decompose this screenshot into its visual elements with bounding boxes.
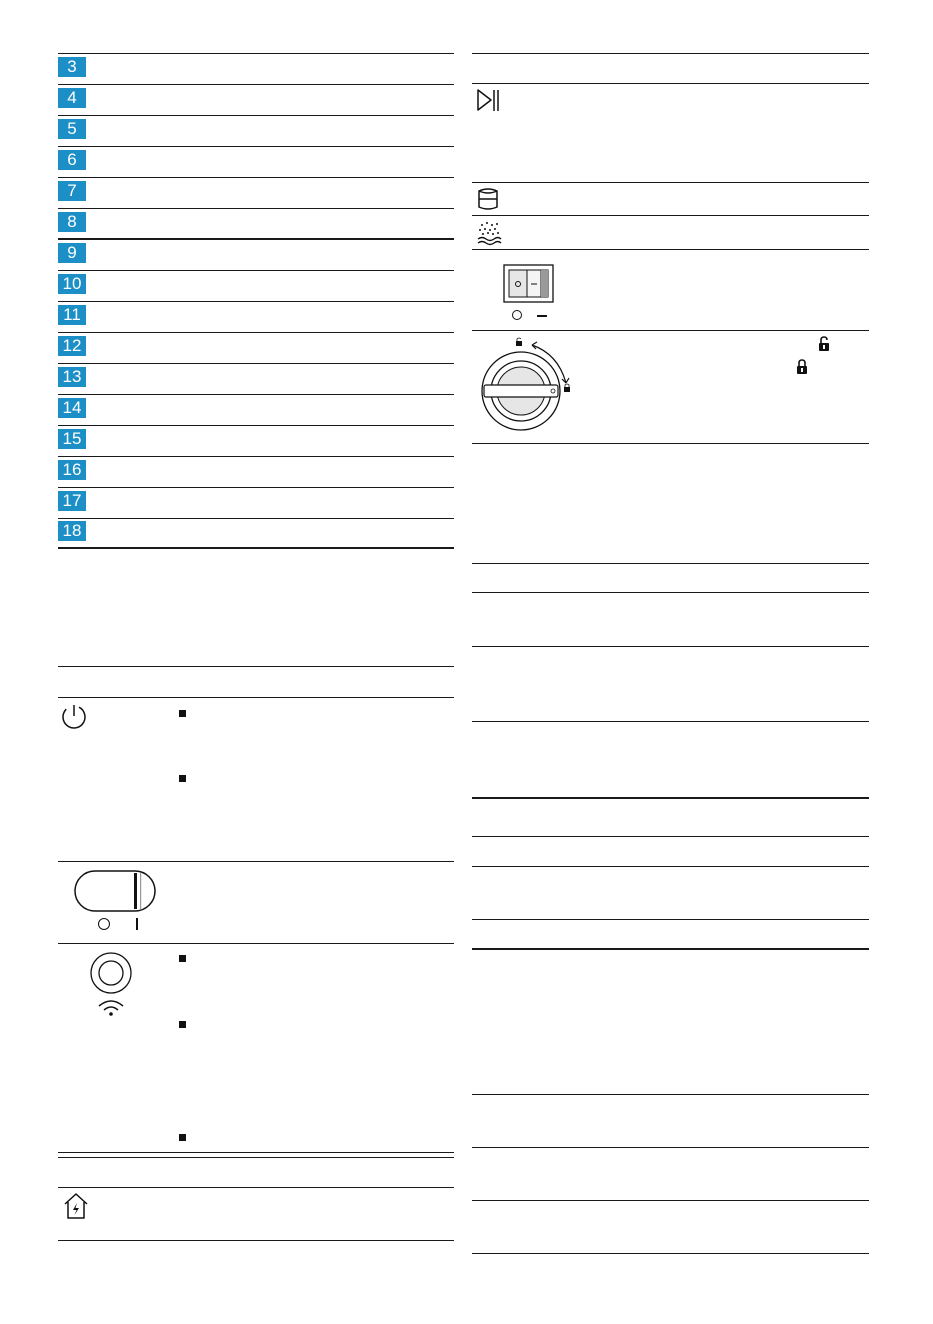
rocker-small-on-label: [537, 315, 547, 317]
salt-water-icon: [476, 221, 502, 245]
table-divider: [58, 697, 454, 698]
container-icon: [477, 187, 499, 211]
row-divider: [58, 487, 454, 488]
table-divider: [58, 1157, 454, 1158]
row-divider: [58, 547, 454, 549]
rocker-small-icon: [503, 264, 555, 304]
bullet: [179, 1021, 186, 1028]
row-divider: [58, 238, 454, 240]
table-divider: [472, 443, 869, 444]
power-icon: [60, 702, 88, 730]
lock-open-icon: [818, 336, 830, 352]
row-number: 9: [58, 243, 86, 263]
row-number: 4: [58, 88, 86, 108]
row-divider: [58, 518, 454, 519]
row-number: 17: [58, 491, 86, 511]
row-number: 13: [58, 367, 86, 387]
lock-closed-icon: [796, 359, 808, 375]
row-divider: [58, 53, 454, 54]
row-number: 10: [58, 274, 86, 294]
rocker-switch-icon: [74, 870, 158, 914]
row-divider: [58, 394, 454, 395]
bullet: [179, 955, 186, 962]
start-pause-icon: [476, 88, 502, 114]
row-number: 7: [58, 181, 86, 201]
table-divider: [58, 943, 454, 944]
row-divider: [58, 177, 454, 178]
table-divider: [472, 1147, 869, 1148]
table-divider: [472, 215, 869, 216]
table-divider: [472, 866, 869, 867]
row-number: 5: [58, 119, 86, 139]
table-divider: [58, 1240, 454, 1241]
row-number: 16: [58, 460, 86, 480]
row-number: 6: [58, 150, 86, 170]
table-divider: [58, 861, 454, 862]
door-lock-knob-icon: [478, 336, 578, 436]
row-number: 12: [58, 336, 86, 356]
row-number: 14: [58, 398, 86, 418]
table-divider: [472, 836, 869, 837]
row-divider: [58, 84, 454, 85]
row-number: 18: [58, 521, 86, 541]
row-divider: [58, 270, 454, 271]
row-divider: [58, 208, 454, 209]
table-divider: [472, 1200, 869, 1201]
table-divider: [472, 330, 869, 331]
table-divider: [472, 53, 869, 54]
home-energy-icon: [62, 1192, 90, 1220]
table-divider: [58, 1152, 454, 1153]
switch-off-label: [98, 918, 110, 930]
row-divider: [58, 115, 454, 116]
table-divider: [472, 646, 869, 647]
switch-on-label: [136, 918, 138, 930]
bullet: [179, 710, 186, 717]
row-divider: [58, 363, 454, 364]
row-divider: [58, 146, 454, 147]
wifi-knob-icon: [88, 951, 134, 1017]
row-divider: [58, 332, 454, 333]
table-divider: [472, 1253, 869, 1254]
table-divider: [58, 1187, 454, 1188]
row-divider: [58, 456, 454, 457]
bullet: [179, 775, 186, 782]
table-divider: [472, 249, 869, 250]
table-divider: [472, 797, 869, 799]
table-divider: [472, 592, 869, 593]
row-number: 3: [58, 57, 86, 77]
bullet: [179, 1134, 186, 1141]
table-divider: [472, 1094, 869, 1095]
row-divider: [58, 301, 454, 302]
table-divider: [472, 83, 869, 84]
table-divider: [472, 721, 869, 722]
row-number: 15: [58, 429, 86, 449]
row-number: 8: [58, 212, 86, 232]
table-divider: [472, 948, 869, 950]
table-divider: [58, 666, 454, 667]
row-divider: [58, 425, 454, 426]
table-divider: [472, 182, 869, 183]
table-divider: [472, 919, 869, 920]
row-number: 11: [58, 305, 86, 325]
table-divider: [472, 563, 869, 564]
rocker-small-off-label: [512, 310, 522, 320]
